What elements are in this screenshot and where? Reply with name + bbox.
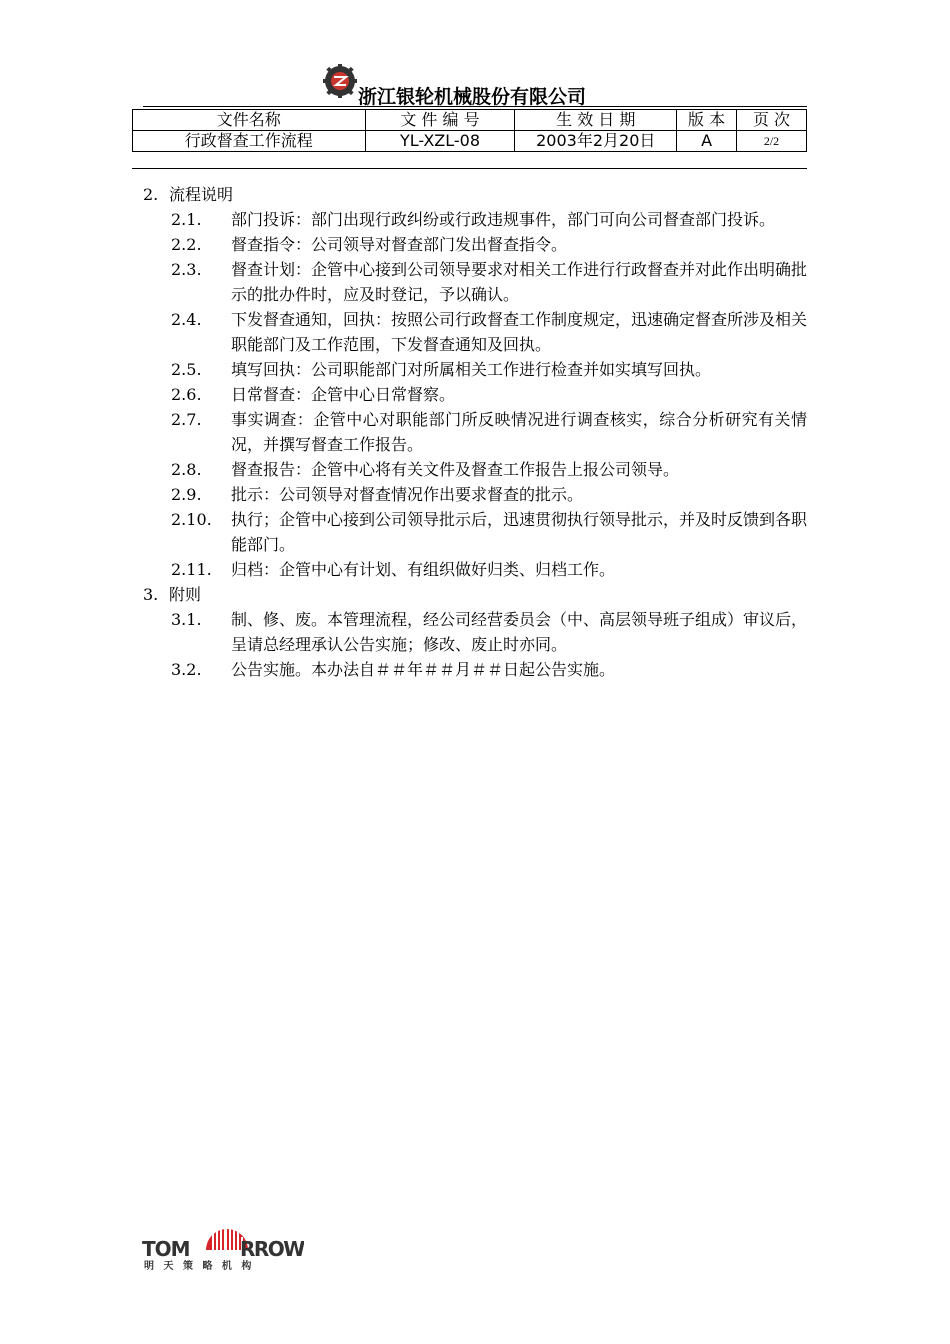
item-number: 2.11. xyxy=(171,560,212,579)
list-item xyxy=(143,557,813,582)
col-doc-name: 文件名称 xyxy=(133,110,366,131)
doc-number-value: YL-XZL-08 xyxy=(365,131,515,152)
item-number: 2.10. xyxy=(171,510,212,529)
item-number: 2.3. xyxy=(171,260,202,279)
section-number: 2. xyxy=(143,185,159,204)
doc-name-value: 行政督查工作流程 xyxy=(133,131,366,152)
list-item xyxy=(143,382,813,407)
item-number: 2.1. xyxy=(171,210,202,229)
item-number: 2.2. xyxy=(171,235,202,254)
list-item xyxy=(143,657,813,682)
item-text: 执行；企管中心接到公司领导批示后，迅速贯彻执行领导批示，并及时反馈到各职能部门。 xyxy=(231,510,808,554)
item-text: 督查计划：企管中心接到公司领导要求对相关工作进行行政督查并对此作出明确批示的批办件时，应及时登记，予以确认。 xyxy=(231,260,808,304)
version-value: A xyxy=(677,131,737,152)
document-info-table xyxy=(132,109,807,152)
item-number: 3.1. xyxy=(171,610,202,629)
item-text: 事实调查：企管中心对职能部门所反映情况进行调查核实，综合分析研究有关情况，并撰写督查工作报告。 xyxy=(231,410,807,454)
list-item xyxy=(143,482,813,507)
item-number: 2.5. xyxy=(171,360,202,379)
header-rule xyxy=(143,106,807,107)
header-bottom-rule xyxy=(132,168,807,169)
section-title: 流程说明 xyxy=(169,185,234,204)
item-text: 督查指令：公司领导对督查部门发出督查指令。 xyxy=(231,235,568,254)
col-effective-date: 生 效 日 期 xyxy=(515,110,677,131)
item-number: 3.2. xyxy=(171,660,202,679)
section-title: 附则 xyxy=(169,585,202,604)
col-doc-number: 文 件 编 号 xyxy=(365,110,515,131)
list-item xyxy=(143,407,813,457)
list-item xyxy=(143,307,813,357)
col-page: 页 次 xyxy=(737,110,807,131)
item-text: 制、修、废。本管理流程，经公司经营委员会（中、高层领导班子组成）审议后，呈请总经理承认公告实施；修改、废止时亦同。 xyxy=(231,610,808,654)
item-text: 督查报告：企管中心将有关文件及督查工作报告上报公司领导。 xyxy=(231,460,680,479)
document-body xyxy=(143,182,813,682)
list-item xyxy=(143,357,813,382)
logo-subtitle: 明 天 策 略 机 构 xyxy=(144,1261,255,1270)
company-name: 浙江银轮机械股份有限公司 xyxy=(358,86,587,108)
list-item xyxy=(143,507,813,557)
col-version: 版 本 xyxy=(677,110,737,131)
logo-word-left: TOM xyxy=(142,1237,190,1261)
section-number: 3. xyxy=(143,585,159,604)
list-item xyxy=(143,232,813,257)
item-number: 2.9. xyxy=(171,485,202,504)
list-item xyxy=(143,607,813,657)
page-value: 2/2 xyxy=(737,131,807,152)
item-text: 批示：公司领导对督查情况作出要求督查的批示。 xyxy=(231,485,584,504)
item-text: 填写回执：公司职能部门对所属相关工作进行检查并如实填写回执。 xyxy=(231,360,712,379)
logo-word-right: RROW xyxy=(240,1237,304,1261)
effective-date-value: 2003年2月20日 xyxy=(515,131,677,152)
item-number: 2.4. xyxy=(171,310,202,329)
section-heading xyxy=(143,582,813,607)
list-item xyxy=(143,257,813,307)
item-text: 部门投诉：部门出现行政纠纷或行政违规事件，部门可向公司督查部门投诉。 xyxy=(231,210,776,229)
item-text: 公告实施。本办法自＃＃年＃＃月＃＃日起公告实施。 xyxy=(231,660,616,679)
section-heading xyxy=(143,182,813,207)
table-header-row xyxy=(133,110,807,131)
company-logo-icon xyxy=(323,64,357,98)
item-number: 2.7. xyxy=(171,410,202,429)
item-number: 2.6. xyxy=(171,385,202,404)
item-text: 归档：企管中心有计划、有组织做好归类、归档工作。 xyxy=(231,560,616,579)
list-item xyxy=(143,207,813,232)
item-text: 下发督查通知，回执：按照公司行政督查工作制度规定，迅速确定督查所涉及相关职能部门及工作范围，下发督查通知及回执。 xyxy=(231,310,808,354)
item-text: 日常督查：企管中心日常督察。 xyxy=(231,385,456,404)
tomorrow-logo-icon xyxy=(142,1212,304,1270)
list-item xyxy=(143,457,813,482)
table-value-row xyxy=(133,131,807,152)
item-number: 2.8. xyxy=(171,460,202,479)
